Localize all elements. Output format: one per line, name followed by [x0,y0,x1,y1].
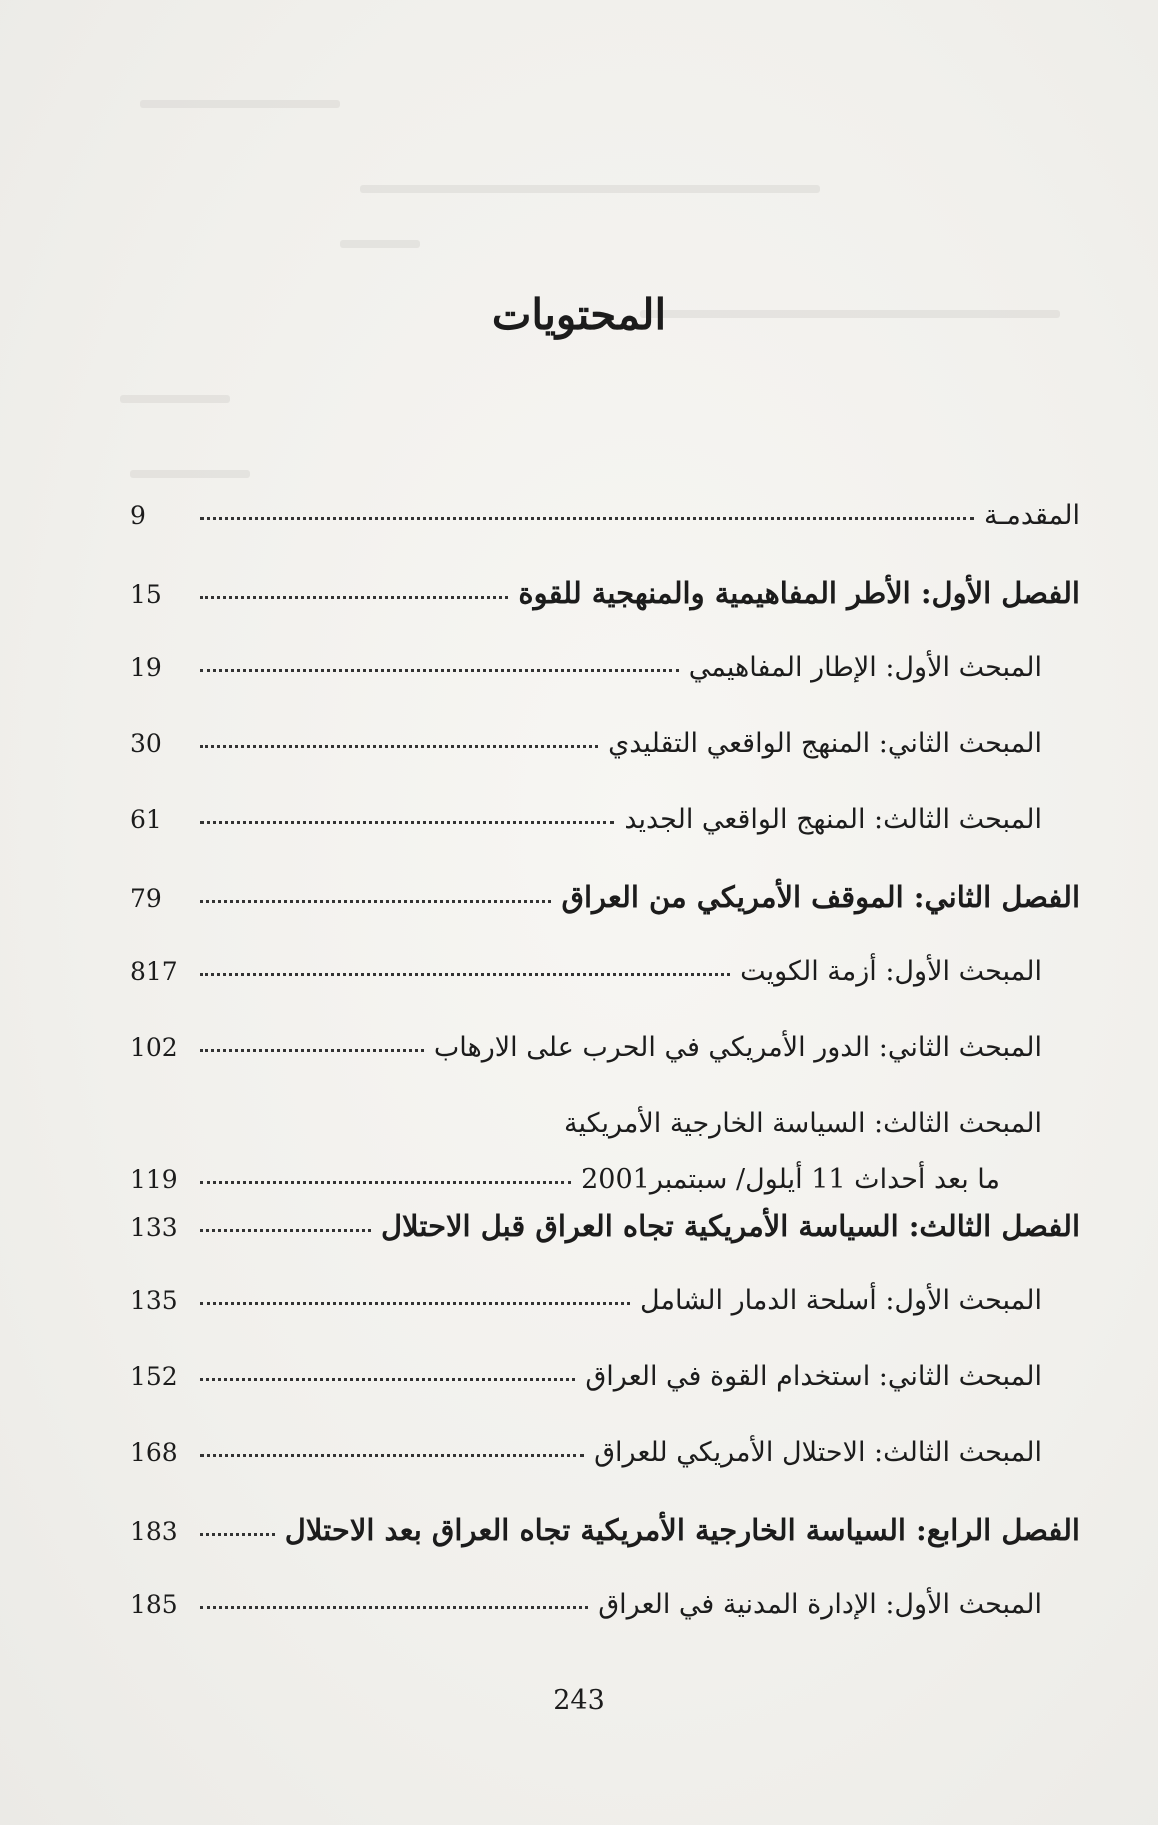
toc-page-number: 19 [130,653,162,682]
toc-entry-label: الفصل الرابع: السياسة الخارجية الأمريكية تجاه العراق بعد الاحتلال [284,1513,1080,1547]
dot-leader [200,744,598,748]
toc-page-number: 135 [130,1286,178,1315]
toc-section [130,1589,1080,1665]
bleed-through-mark [120,395,230,403]
toc-page-number: 152 [130,1362,178,1391]
toc-section [130,1032,1080,1108]
toc-page-number: 183 [130,1517,178,1546]
toc-section [130,804,1080,880]
toc-page-number: 133 [130,1213,178,1242]
toc-section-two-line [130,1108,1080,1195]
dot-leader [200,1377,575,1381]
toc-entry-label: المقدمـة [983,500,1080,531]
dot-leader [200,516,974,520]
toc-page-number: 817 [130,957,178,986]
toc-section [130,728,1080,804]
dot-leader [200,1453,584,1457]
toc-entry-label-line2: ما بعد أحداث 11 أيلول/ سبتمبر2001 [581,1164,1000,1195]
bleed-through-mark [340,240,420,248]
toc-entry-label: المبحث الأول: الإدارة المدنية في العراق [598,1589,1042,1620]
toc-chapter [130,880,1080,956]
toc-entry-label: المبحث الثاني: استخدام القوة في العراق [585,1361,1042,1392]
toc-page-number: 9 [130,501,146,530]
bleed-through-mark [140,100,340,108]
page-number: 243 [553,1685,605,1716]
toc-entry-label: المبحث الثاني: الدور الأمريكي في الحرب على الارهاب [433,1032,1042,1063]
toc-section [130,956,1080,1032]
toc-page-number: 15 [130,580,162,609]
toc-section [130,1437,1080,1513]
toc-entry-label: المبحث الثالث: الاحتلال الأمريكي للعراق [594,1437,1042,1468]
toc-page-number: 102 [130,1033,178,1062]
toc-page-number: 119 [130,1165,178,1194]
toc-page-number: 61 [130,805,162,834]
toc-entry-label: الفصل الأول: الأطر المفاهيمية والمنهجية للقوة [518,576,1080,610]
page-title: المحتويات [491,290,667,339]
toc-entry-label: المبحث الثالث: المنهج الواقعي الجديد [624,804,1042,835]
dot-leader [200,1228,371,1232]
dot-leader [200,1532,275,1536]
toc-entry-continuation [130,1164,1042,1195]
dot-leader [200,1180,571,1184]
dot-leader [200,899,551,903]
toc-entry-label: الفصل الثالث: السياسة الأمريكية تجاه العراق قبل الاحتلال [380,1209,1080,1243]
toc-chapter [130,576,1080,652]
toc-page-number: 30 [130,729,162,758]
toc-page-number: 185 [130,1590,178,1619]
toc-entry-label: الفصل الثاني: الموقف الأمريكي من العراق [561,880,1080,914]
toc-page-number: 168 [130,1438,178,1467]
toc-section [130,1361,1080,1437]
dot-leader [200,972,730,976]
dot-leader [200,668,679,672]
bleed-through-mark [360,185,820,193]
toc-chapter [130,1209,1080,1285]
toc-chapter [130,1513,1080,1589]
toc-entry-label: المبحث الأول: أسلحة الدمار الشامل [640,1285,1042,1316]
toc-section [130,652,1080,728]
dot-leader [200,1048,424,1052]
toc-entry-intro [130,500,1080,576]
toc-section [130,1285,1080,1361]
bleed-through-mark [130,470,250,478]
dot-leader [200,820,614,824]
dot-leader [200,1605,588,1609]
dot-leader [200,595,508,599]
toc-entry-label: المبحث الثاني: المنهج الواقعي التقليدي [608,728,1042,759]
toc-page-number: 79 [130,884,162,913]
toc-entry-label: المبحث الأول: الإطار المفاهيمي [688,652,1042,683]
toc-entry-label: المبحث الأول: أزمة الكويت [740,956,1042,987]
dot-leader [200,1301,630,1305]
toc-entry-label: المبحث الثالث: السياسة الخارجية الأمريكية [563,1108,1042,1139]
table-of-contents [130,500,1080,1665]
